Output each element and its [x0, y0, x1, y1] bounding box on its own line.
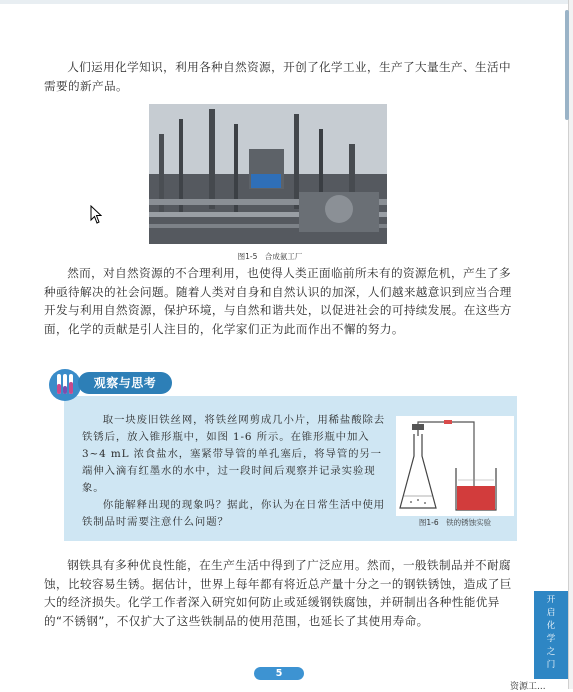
page-top-edge: [0, 0, 573, 4]
test-tubes-icon: [48, 368, 82, 402]
mouse-cursor-icon: [90, 205, 102, 225]
page-number: 5: [254, 667, 304, 680]
paragraph-intro: 人们运用化学知识，利用各种自然资源，开创了化学工业，生产了大量生产、生活中需要的新产品。: [44, 60, 511, 93]
apparatus-caption: 图1-6 铁的锈蚀实验: [418, 518, 492, 527]
side-tab-char: 门: [546, 660, 556, 670]
factory-photo: [149, 104, 387, 244]
observe-instructions: 取一块废旧铁丝网，将铁丝网剪成几小片，用稀盐酸除去铁锈后，放入锥形瓶中，如图 1-6 所示。在锥形瓶中加入 3~4 mL 浓食盐水，塞紧带导管的单孔塞后，将导管的另一端伸入滴有红墨水的水中，过一段时间后观察并记录实验现象。: [82, 414, 386, 494]
next-page-peek: 资源工...: [510, 682, 546, 692]
observe-header: [48, 368, 174, 394]
paragraph-steel: 钢铁具有多种优良性能，在生产生活中得到了广泛应用。然而，一般铁制品并不耐腐蚀，比较容易生锈。据估计，世界上每年都有将近总产量十分之一的钢铁锈蚀，造成了巨大的经济损失。化学工作者深入研究如何防止或延缓钢铁腐蚀，并研制出各种性能优异的“不锈钢”，不仅扩大了这些铁制品的使用范围，也延长了其使用寿命。: [44, 558, 512, 628]
observe-question: 你能解释出现的现象吗？据此，你认为在日常生活中使用铁制品时需要注意什么问题？: [82, 499, 386, 528]
side-tab-char: 学: [546, 634, 556, 644]
side-tab-char: 之: [546, 647, 556, 657]
side-tab-char: 化: [546, 621, 556, 631]
side-tab-char: 启: [546, 608, 556, 618]
paragraph-resources: 然而，对自然资源的不合理利用，也使得人类正面临前所未有的资源危机，产生了多种亟待解决的社会问题。随着人类对自身和自然认识的加深，人们越来越意识到应当合理开发与利用自然资源，保护环境，与自然和谐共处，以促进社会的可持续发展。在这些方面，化学的贡献是引人注目的，化学家们正为此而作出不懈的努力。: [44, 266, 512, 336]
chapter-side-tab: [534, 591, 568, 679]
side-tab-char: 开: [546, 595, 556, 605]
scrollbar[interactable]: [565, 10, 569, 120]
rust-experiment-figure: [396, 416, 514, 516]
figure-caption: 图1-5 合成氨工厂: [237, 252, 303, 261]
observe-title: 观察与思考: [78, 372, 172, 394]
